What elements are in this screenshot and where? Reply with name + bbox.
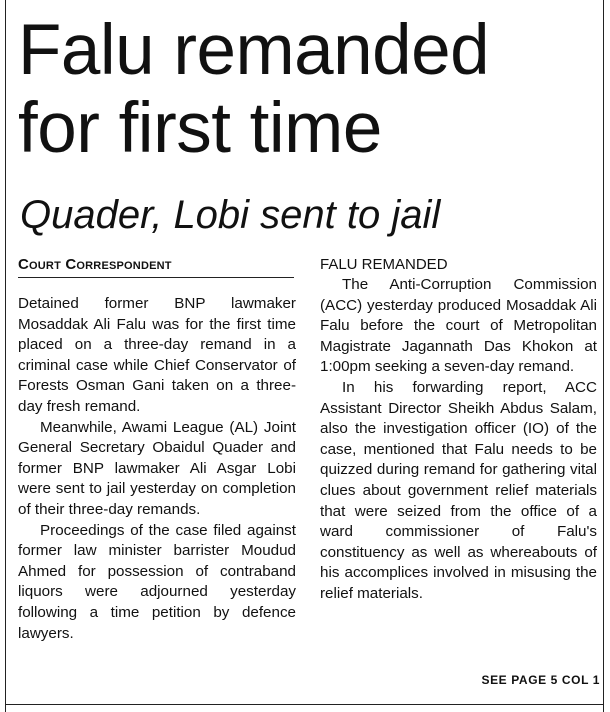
paragraph-4: The Anti-Corruption Commission (ACC) yesterday produced Mosaddak Ali Falu before the court of Metropolitan Magistrate Jagannath Das Khokon at 1:00pm seeking a seven-day remand. — [320, 276, 597, 376]
page-border-bottom — [5, 704, 604, 705]
page-border-right — [603, 0, 604, 712]
paragraph-5: In his forwarding report, ACC Assistant Director Sheikh Abdus Salam, also the investigation officer (IO) of the case, mentioned that Falu needs to be quizzed during remand for gathering vital clues about government relief materials that were seized from the office of a ward commissioner of Falu's constituency as well as whereabouts of his accomplices involved in misusing the relief materials. — [320, 378, 597, 602]
paragraph-1: Detained former BNP lawmaker Mosaddak Ali Falu was for the first time placed on a three-day remand in a criminal case while Chief Conservator of Forests Osman Gani taken on a three-day fresh remand. — [18, 295, 296, 415]
article-column-left — [18, 256, 296, 644]
headline-line-2: for first time — [18, 89, 382, 168]
continuation-jump: SEE PAGE 5 COL 1 — [481, 673, 600, 687]
article-column-right — [320, 256, 597, 605]
byline: Court Correspondent — [18, 256, 294, 278]
page-border-left — [5, 0, 6, 712]
subheadline: Quader, Lobi sent to jail — [20, 193, 441, 237]
paragraph-3: Proceedings of the case filed against former law minister barrister Moudud Ahmed for possession of contraband liquors were adjourned yesterday following a time petition by defence lawyers. — [18, 521, 296, 642]
section-subhead: FALU REMANDED — [320, 256, 448, 273]
paragraph-2: Meanwhile, Awami League (AL) Joint General Secretary Obaidul Quader and former BNP lawmaker Ali Asgar Lobi were sent to jail yesterday on completion of their three-day remands. — [18, 418, 296, 518]
headline — [18, 12, 603, 168]
headline-line-1: Falu remanded — [18, 11, 490, 90]
